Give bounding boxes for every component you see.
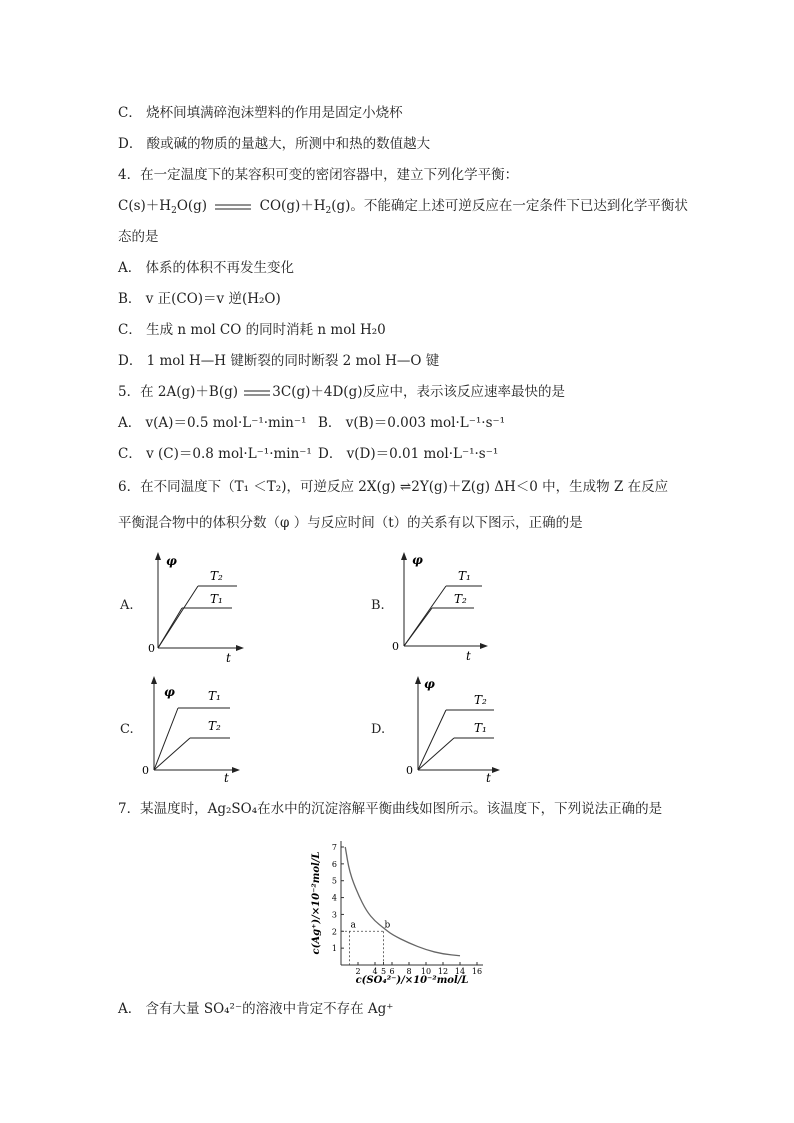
chart-x-tick-label: 2 [355, 967, 361, 976]
q4-stem-cont: 态的是 [118, 229, 159, 245]
chart-x-tick-label: 4 [372, 967, 378, 976]
chart-xlabel: c(SO₄²⁻)/×10⁻²mol/L [355, 975, 469, 986]
svg-text:t: t [486, 771, 491, 785]
svg-text:0: 0 [406, 764, 413, 777]
svg-text:t: t [226, 651, 231, 665]
q5-option-b: B． v(B)＝0.003 mol·L⁻¹·s⁻¹ [318, 415, 506, 431]
svg-text:T₁: T₁ [458, 569, 471, 583]
q7-option-a: A． 含有大量 SO₄²⁻的溶液中肯定不存在 Ag⁺ [118, 1001, 394, 1017]
q4-option-b: B． v 正(CO)＝v 逆(H₂O) [118, 291, 281, 307]
q6-label-a: A. [120, 598, 134, 613]
q7-solubility-chart [305, 835, 495, 987]
chart-y-tick-label: 2 [331, 927, 337, 937]
svg-text:t: t [466, 649, 471, 663]
chart-y-tick-label: 7 [331, 843, 337, 852]
svg-text:φ: φ [166, 554, 177, 568]
chart-x-tick-label: 6 [389, 967, 395, 976]
q4-option-c: C． 生成 n mol CO 的同时消耗 n mol H₂0 [118, 322, 386, 338]
chart-y-tick-label: 6 [331, 859, 337, 869]
svg-text:T₂: T₂ [474, 693, 487, 707]
svg-text:φ: φ [164, 685, 175, 699]
svg-text:φ: φ [424, 677, 435, 691]
q6-label-d: D. [371, 722, 386, 737]
q5-option-c: C． v (C)＝0.8 mol·L⁻¹·min⁻¹ [118, 446, 312, 462]
q6-stem-cont: 平衡混合物中的体积分数（φ ）与反应时间（t）的关系有以下图示，正确的是 [118, 515, 583, 531]
chart-point-label: b [384, 920, 391, 931]
chart-y-tick-label: 3 [331, 910, 337, 920]
chart-x-tick-label: 16 [471, 967, 483, 976]
chart-point-label: a [350, 920, 356, 931]
q5-option-a: A． v(A)＝0.5 mol·L⁻¹·min⁻¹ [118, 415, 307, 431]
svg-text:T₂: T₂ [208, 719, 221, 733]
q5-stem: 5．在 2A(g)＋B(g) 3C(g)＋4D(g)反应中，表示该反应速率最快的是 [118, 384, 565, 400]
svg-text:t: t [224, 771, 229, 785]
q3-option-d: D． 酸或碱的物质的量越大，所测中和热的数值越大 [118, 136, 431, 152]
svg-text:φ: φ [412, 553, 423, 567]
q5-option-d: D． v(D)＝0.01 mol·L⁻¹·s⁻¹ [318, 446, 499, 462]
q7-stem: 7．某温度时，Ag₂SO₄在水中的沉淀溶解平衡曲线如图所示。该温度下，下列说法正确的是 [118, 801, 663, 817]
q4-equation: $C(s)+H_2O(g)$ $CO(g)+H_2(g)$。不能确定上述可逆反应在一定条件下已达到化学平衡状 [118, 198, 688, 216]
svg-text:0: 0 [142, 764, 149, 777]
svg-text:T₁: T₁ [208, 689, 221, 703]
chart-x-tick-label: 10 [420, 967, 432, 976]
q6-graph-b [392, 548, 502, 666]
svg-text:0: 0 [392, 640, 399, 653]
svg-text:T₁: T₁ [210, 592, 223, 606]
chart-ylabel: c(Ag⁺)/×10⁻²mol/L [311, 851, 322, 955]
q4-option-a: A． 体系的体积不再发生变化 [118, 260, 295, 276]
q6-graph-d [402, 672, 512, 790]
chart-x-tick-label: 12 [437, 967, 449, 976]
q6-label-c: C. [120, 722, 134, 737]
chart-x-tick-label: 5 [380, 967, 387, 976]
svg-text:T₂: T₂ [210, 569, 223, 583]
chart-x-tick-label: 8 [406, 967, 412, 976]
q4-stem: 4．在一定温度下的某容积可变的密闭容器中，建立下列化学平衡： [118, 167, 519, 183]
q6-graph-c [140, 672, 250, 790]
equilibrium-arrow-icon [242, 387, 272, 399]
chart-y-tick-label: 1 [331, 944, 337, 954]
svg-text:T₁: T₁ [474, 721, 487, 735]
chart-y-tick-label: 5 [331, 876, 337, 886]
svg-text:0: 0 [148, 642, 155, 655]
svg-text:T₂: T₂ [454, 592, 467, 606]
q3-option-c: C． 烧杯间填满碎泡沫塑料的作用是固定小烧杯 [118, 105, 403, 121]
reversible-arrow-icon [211, 201, 255, 213]
q4-option-d: D． 1 mol H—H 键断裂的同时断裂 2 mol H—O 键 [118, 353, 440, 369]
q6-graph-a [140, 548, 250, 666]
q6-label-b: B. [371, 598, 385, 613]
q6-stem: 6．在不同温度下（T₁ ＜T₂)，可逆反应 2X(g) ⇌2Y(g)＋Z(g) ΔH＜0 中，生成物 Z 在反应 [118, 479, 669, 495]
chart-solubility-curve [345, 847, 460, 956]
chart-y-tick-label: 4 [331, 893, 337, 903]
chart-x-tick-label: 14 [454, 967, 466, 976]
